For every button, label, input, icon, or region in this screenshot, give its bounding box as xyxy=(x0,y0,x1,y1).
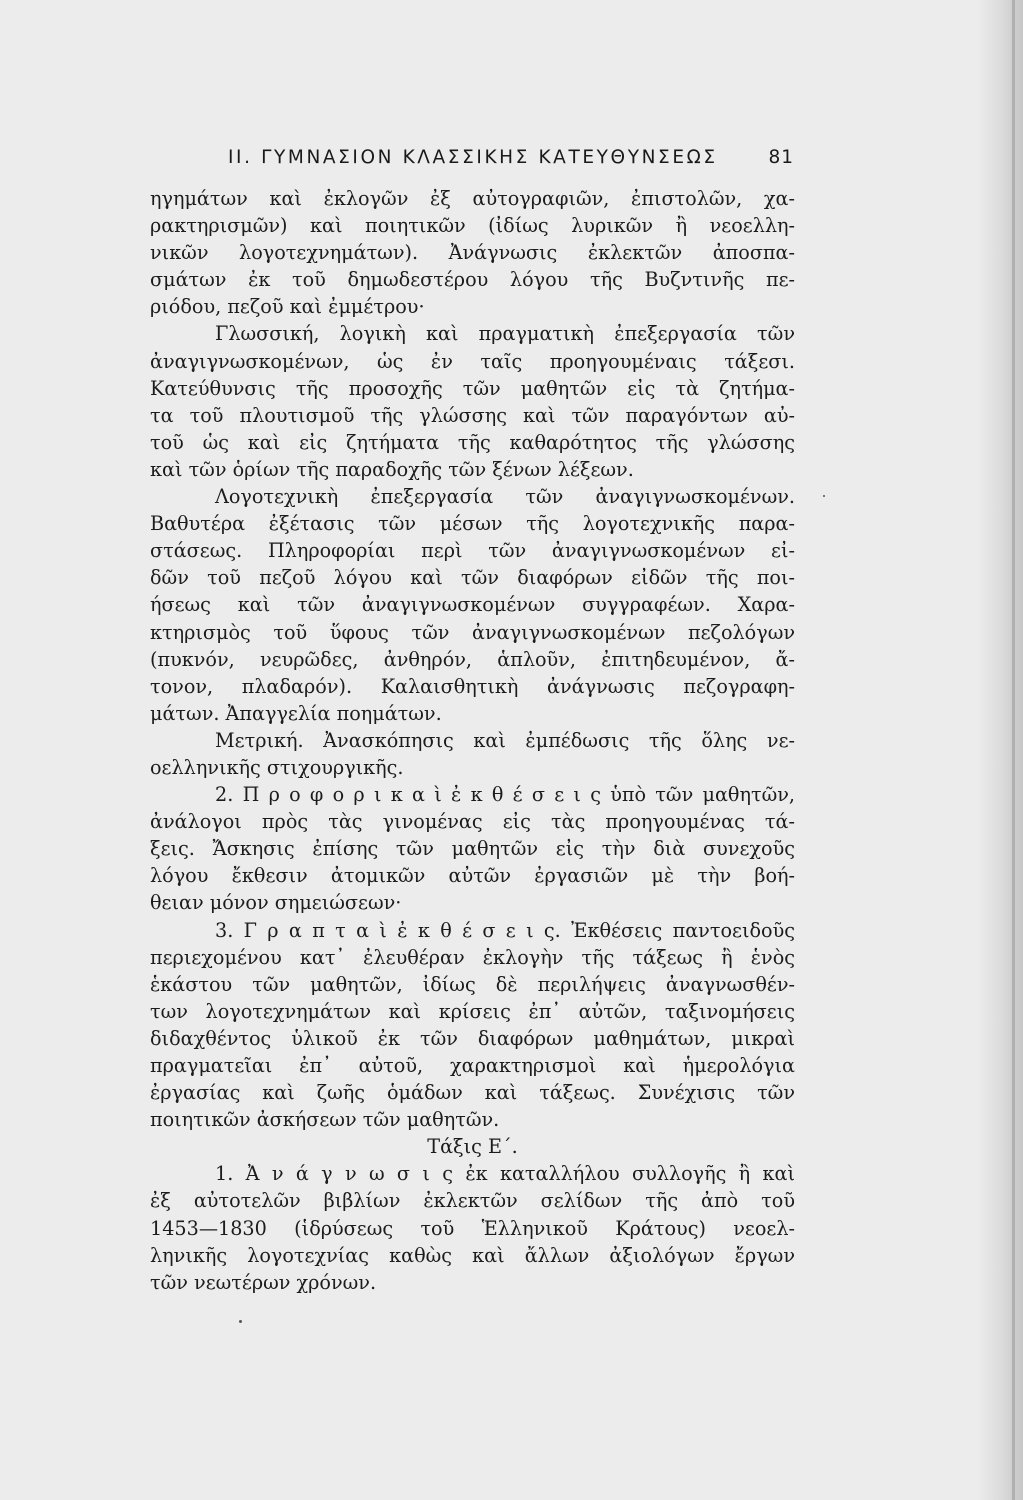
text-line: λόγου ἔκθεσιν ἀτομικῶν αὐτῶν ἐργασιῶν μὲ τὴν βοή- xyxy=(150,864,795,888)
text-line: ηγημάτων καὶ ἐκλογῶν ἐξ αὐτογραφιῶν, ἐπιστολῶν, χα- xyxy=(150,187,795,210)
section-heading: Τάξις Ε΄. xyxy=(427,1135,518,1159)
body-text xyxy=(150,185,795,1296)
text-line: 1. Ἀ ν ά γ ν ω σ ι ς ἐκ καταλλήλου συλλογῆς ἢ καὶ xyxy=(215,1162,795,1186)
text-line: ξεις. Ἄσκησις ἐπίσης τῶν μαθητῶν εἰς τὴν διὰ συνεχοῦς xyxy=(150,837,795,861)
text-line: τοῦ ὡς καὶ εἰς ζητήματα τῆς καθαρότητος τῆς γλώσσης xyxy=(150,430,795,454)
text-line: σμάτων ἐκ τοῦ δημωδεστέρου λόγου τῆς Βυζντινῆς πε- xyxy=(150,268,795,292)
text-line: ρακτηρισμῶν) καὶ ποιητικῶν (ἰδίως λυρικῶν ἢ νεοελλη- xyxy=(150,214,795,238)
text-line: 3. Γ ρ α π τ α ὶ ἐ κ θ έ σ ε ι ς. Ἐκθέσεις παντοειδοῦς xyxy=(215,918,795,942)
text-line: των λογοτεχνημάτων καὶ κρίσεις ἐπ᾽ αὐτῶν, ταξινομήσεις xyxy=(150,999,795,1023)
text-line: δῶν τοῦ πεζοῦ λόγου καὶ τῶν διαφόρων εἰδῶν τῆς ποι- xyxy=(150,566,795,590)
text-line: πραγματεῖαι ἐπ᾽ αὐτοῦ, χαρακτηρισμοὶ καὶ ἡμερολόγια xyxy=(150,1054,795,1077)
text-line: ἑκάστου τῶν μαθητῶν, ἰδίως δὲ περιλήψεις ἀναγνωσθέν- xyxy=(150,972,795,996)
text-line: (πυκνόν, νευρῶδες, ἀνθηρόν, ἁπλοῦν, ἐπιτηδευμένον, ἄ- xyxy=(150,647,795,671)
text-line: νικῶν λογοτεχνημάτων). Ἀνάγνωσις ἐκλεκτῶν ἀποσπα- xyxy=(150,241,795,265)
text-line: ἀναγιγνωσκομένων, ὡς ἐν ταῖς προηγουμέναις τάξεσι. xyxy=(150,349,795,373)
text-line: ληνικῆς λογοτεχνίας καθὼς καὶ ἄλλων ἀξιολόγων ἔργων xyxy=(150,1243,795,1267)
text-line: Μετρική. Ἀνασκόπησις καὶ ἐμπέδωσις τῆς ὅλης νε- xyxy=(215,728,795,752)
text-line: κτηρισμὸς τοῦ ὕφους τῶν ἀναγιγνωσκομένων πεζολόγων xyxy=(150,620,795,644)
ink-speck xyxy=(239,1320,242,1323)
text-line: Βαθυτέρα ἐξέτασις τῶν μέσων τῆς λογοτεχνικῆς παρα- xyxy=(150,512,795,536)
text-line: ποιητικῶν ἀσκήσεων τῶν μαθητῶν. xyxy=(150,1108,500,1132)
page-edge-line xyxy=(1012,0,1015,1500)
text-line: τα τοῦ πλουτισμοῦ τῆς γλώσσης καὶ τῶν παραγόντων αὐ- xyxy=(150,403,795,427)
text-line: 2. Π ρ ο φ ο ρ ι κ α ὶ ἐ κ θ έ σ ε ι ς ὑπὸ τῶν μαθητῶν, xyxy=(215,783,795,807)
running-header xyxy=(228,147,794,168)
text-line: ριόδου, πεζοῦ καὶ ἐμμέτρου· xyxy=(150,295,425,319)
text-line: ἀνάλογοι πρὸς τὰς γινομένας εἰς τὰς προηγουμένας τά- xyxy=(150,810,795,834)
ink-speck xyxy=(823,495,825,497)
page-edge-shadow xyxy=(977,0,1023,1500)
text-line: τῶν νεωτέρων χρόνων. xyxy=(150,1270,377,1294)
text-line: θειαν μόνον σημειώσεων· xyxy=(150,891,402,915)
text-line: οελληνικῆς στιχουργικῆς. xyxy=(150,755,404,779)
text-line: 1453—1830 (ἱδρύσεως τοῦ Ἑλληνικοῦ Κράτους) νεοελ- xyxy=(150,1216,795,1240)
text-line: μάτων. Ἀπαγγελία ποημάτων. xyxy=(150,701,442,725)
text-line: περιεχομένου κατ᾽ ἐλευθέραν ἐκλογὴν τῆς τάξεως ἢ ἑνὸς xyxy=(150,945,795,969)
text-line: καὶ τῶν ὁρίων τῆς παραδοχῆς τῶν ξένων λέξεων. xyxy=(150,457,634,481)
text-line: ἐξ αὐτοτελῶν βιβλίων ἐκλεκτῶν σελίδων τῆς ἀπὸ τοῦ xyxy=(150,1189,795,1213)
text-line: Γλωσσική, λογικὴ καὶ πραγματικὴ ἐπεξεργασία τῶν xyxy=(215,322,795,346)
text-line: στάσεως. Πληροφορίαι περὶ τῶν ἀναγιγνωσκομένων εἰ- xyxy=(150,539,795,563)
text-line: ἐργασίας καὶ ζωῆς ὁμάδων καὶ τάξεως. Συνέχισις τῶν xyxy=(150,1081,795,1105)
text-line: ήσεως καὶ τῶν ἀναγιγνωσκομένων συγγραφέων. Χαρα- xyxy=(150,593,795,617)
text-line: τονον, πλαδαρόν). Καλαισθητικὴ ἀνάγνωσις πεζογραφη- xyxy=(150,674,795,698)
page-number: 81 xyxy=(768,147,794,168)
text-line: διδαχθέντος ὑλικοῦ ἐκ τῶν διαφόρων μαθημάτων, μικραὶ xyxy=(150,1026,795,1050)
text-line: Κατεύθυνσις τῆς προσοχῆς τῶν μαθητῶν εἰς τὰ ζητήμα- xyxy=(150,376,795,400)
text-line: Λογοτεχνικὴ ἐπεξεργασία τῶν ἀναγιγνωσκομένων. xyxy=(215,485,795,509)
running-header-title: II. ΓΥΜΝΑΣΙΟΝ ΚΛΑΣΣΙΚΗΣ ΚΑΤΕΥΘΥΝΣΕΩΣ xyxy=(228,147,718,168)
